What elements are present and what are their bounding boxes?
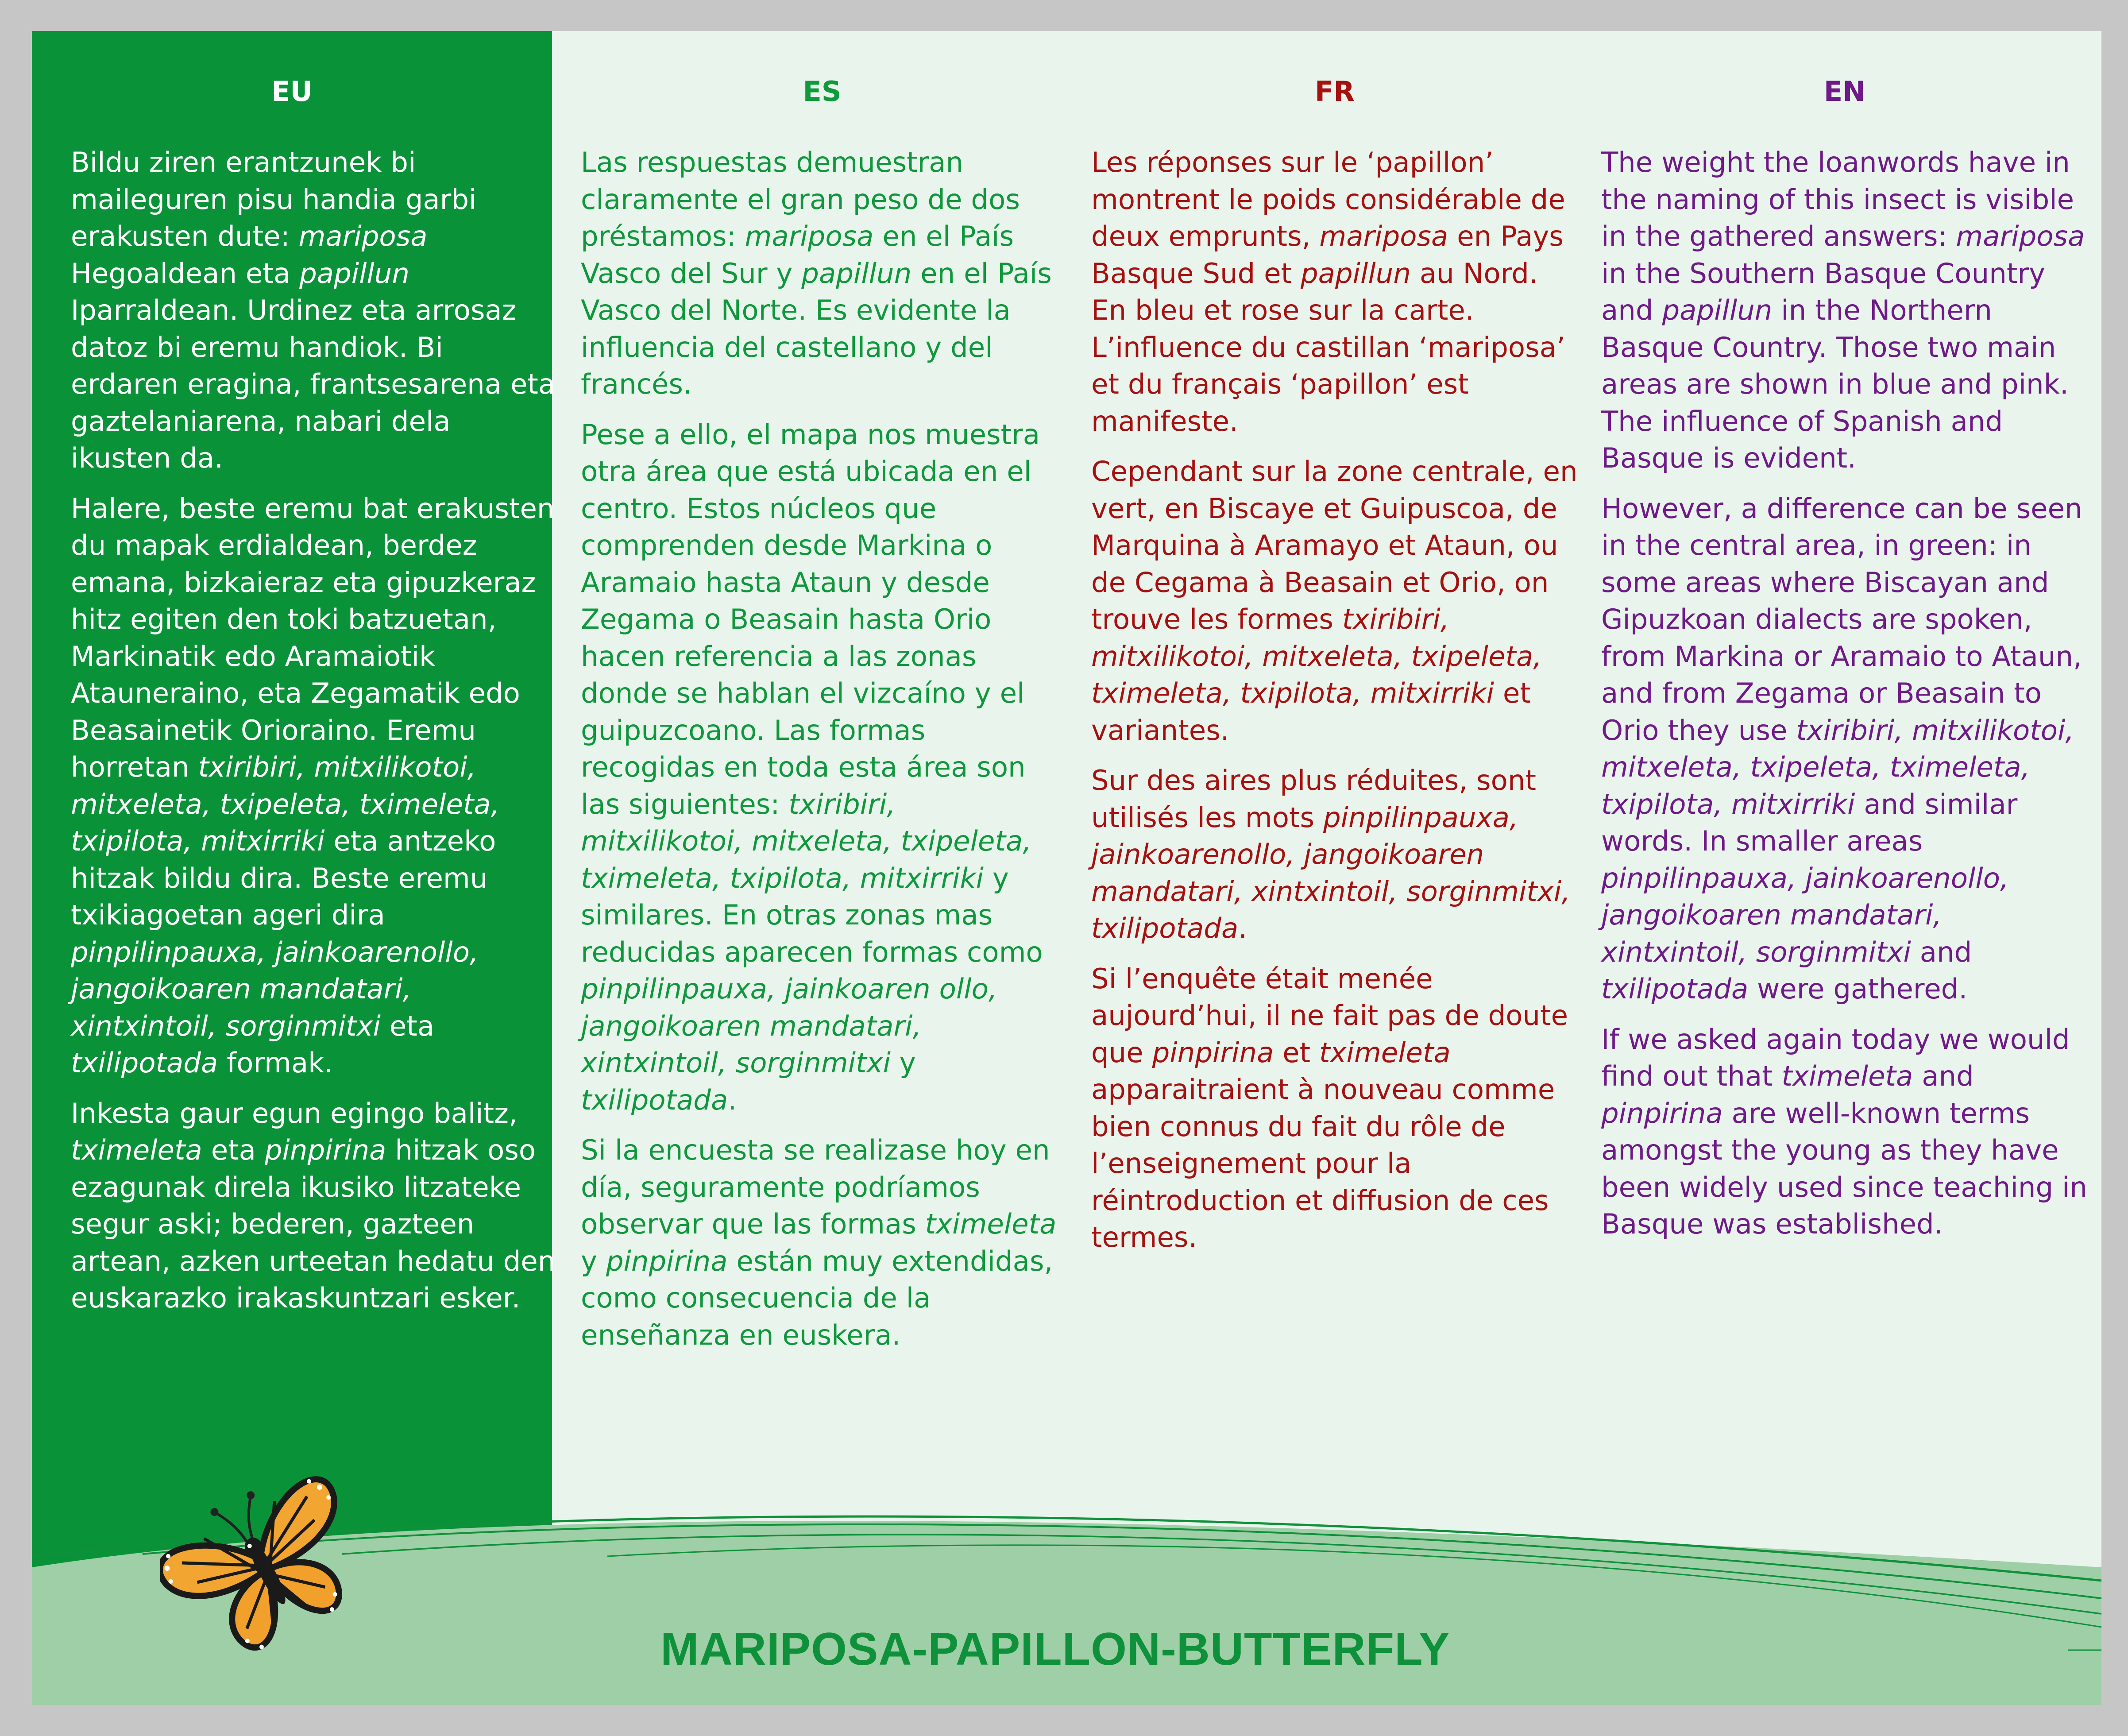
footer-wave bbox=[32, 31, 2101, 1705]
italic-term: txiribiri, mitxilikotoi, mitxeleta, txipeleta, tximeleta, txipilota, mitxirriki bbox=[71, 751, 500, 857]
text-run: en el País Vasco del Norte. Es evidente la influencia del castellano y del francés. bbox=[581, 257, 1052, 400]
text-run: Bildu ziren erantzunek bi maileguren pisu handia garbi erakusten dute: bbox=[71, 146, 477, 252]
italic-term: mariposa bbox=[745, 220, 874, 252]
text-run: Las respuestas demuestran claramente el gran peso de dos préstamos: bbox=[581, 146, 1020, 252]
italic-term: papillun bbox=[801, 257, 912, 290]
text-run: Pese a ello, el mapa nos muestra otra área que está ubicada en el centro. Estos núcleos que comprenden desde Markina o Aramaio hasta Ataun y desde Zegama o Beasain hasta Orio hacen referencia a las zonas donde se hablan el vizcaíno y el guipuzcoano. Las formas recogidas en toda esta área son las siguientes: bbox=[581, 418, 1040, 820]
italic-term: txilipotada bbox=[1601, 973, 1749, 1005]
italic-term: pinpirina bbox=[606, 1245, 728, 1277]
text-run: y bbox=[890, 1047, 916, 1079]
italic-term: txiribiri, mitxilikotoi, mitxeleta, txipeleta, tximeleta, txipilota, mitxirriki bbox=[1091, 603, 1542, 709]
italic-term: tximeleta bbox=[925, 1208, 1057, 1240]
text-run: hitzak oso ezagunak direla ikusiko litzateke segur aski; bederen, gazteen artean, azken urteetan hedatu den euskarazko irakaskuntzari esker. bbox=[71, 1134, 556, 1314]
text-run: and bbox=[1911, 936, 1972, 968]
italic-term: pinpirina bbox=[1601, 1097, 1723, 1129]
italic-term: pinpirina bbox=[264, 1134, 386, 1166]
italic-term: pinpilinpauxa, jainkoarenollo, jangoikoaren mandatari, xintxintoil, sorginmitxi bbox=[71, 936, 479, 1042]
text-run: However, a difference can be seen in the central area, in green: in some areas where Biscayan and Gipuzkoan dialects are spoken, from Markina or Aramaio to Ataun, and from Zegama or Beasain to Orio they use bbox=[1601, 492, 2082, 746]
text-run: Inkesta gaur egun egingo balitz, bbox=[71, 1097, 518, 1129]
text-run: Cependant sur la zone centrale, en vert, en Biscaye et Guipuscoa, de Marquina à Aramayo et Ataun, ou de Cegama à Beasain et Orio, on trouve les formes bbox=[1091, 455, 1578, 635]
italic-term: papillun bbox=[1662, 294, 1773, 326]
text-run: en Pays Basque Sud et bbox=[1091, 220, 1564, 290]
text-run: Les réponses sur le ‘papillon’ montrent le poids considérable de deux emprunts, bbox=[1091, 146, 1565, 252]
italic-term: tximeleta bbox=[71, 1134, 202, 1166]
text-run: Sur des aires plus réduites, sont utilisés les mots bbox=[1091, 764, 1536, 834]
text-run: . bbox=[1238, 912, 1247, 944]
text-run: en el País Vasco del Sur y bbox=[581, 220, 1014, 290]
text-run: Iparraldean. Urdinez eta arrosaz datoz bi eremu handiok. Bi erdaren eragina, frantsesarena eta gaztelaniarena, nabari dela ikusten da. bbox=[71, 294, 556, 474]
column-heading-fr: FR bbox=[1314, 75, 1355, 108]
text-run: in the Northern Basque Country. Those two main areas are shown in blue and pink. The influence of Spanish and Basque is evident. bbox=[1601, 294, 2069, 474]
italic-term: pinpilinpauxa, jainkoarenollo, jangoikoaren mandatari, xintxintoil, sorginmitxi bbox=[1601, 862, 2009, 968]
text-run: et variantes. bbox=[1091, 677, 1531, 746]
text-run: Hegoaldean eta bbox=[71, 257, 300, 290]
text-run: y similares. En otras zonas mas reducidas aparecen formas como bbox=[581, 862, 1043, 968]
italic-term: papillun bbox=[299, 257, 410, 290]
text-run: eta bbox=[202, 1134, 265, 1166]
italic-term: pinpirina bbox=[1152, 1036, 1274, 1069]
text-run: formak. bbox=[218, 1047, 333, 1079]
text-run: in the Southern Basque Country and bbox=[1601, 257, 2046, 326]
italic-term: txilipotada bbox=[71, 1047, 218, 1079]
italic-term: papillun bbox=[1301, 257, 1411, 290]
text-run: apparaitraient à nouveau comme bien connus du fait du rôle de l’enseignement pour la réintroduction et diffusion de ces termes. bbox=[1091, 1073, 1555, 1253]
text-run: et bbox=[1274, 1036, 1319, 1069]
italic-term: mariposa bbox=[1956, 220, 2085, 252]
italic-term: txilipotada bbox=[581, 1083, 728, 1116]
italic-term: txiribiri, mitxilikotoi, mitxeleta, txipeleta, tximeleta, txipilota, mitxirriki bbox=[1601, 714, 2074, 820]
column-heading-es: ES bbox=[803, 75, 842, 108]
text-run: y bbox=[581, 1245, 606, 1277]
footer-title: MARIPOSA-PAPILLON-BUTTERFLY bbox=[660, 1624, 1450, 1675]
column-heading-eu: EU bbox=[271, 75, 313, 108]
butterfly-icon bbox=[160, 1472, 368, 1671]
italic-term: tximeleta bbox=[1781, 1060, 1913, 1092]
text-run: Si l’enquête était menée aujourd’hui, il ne fait pas de doute que bbox=[1091, 962, 1568, 1069]
text-run: and bbox=[1913, 1060, 1974, 1092]
text-run: and similar words. In smaller areas bbox=[1601, 788, 2018, 857]
text-run: Halere, beste eremu bat erakusten du mapak erdialdean, berdez emana, bizkaieraz eta gipuzkeraz hitz egiten den toki batzuetan, Markinatik edo Aramaiotik Atauneraino, eta Zegamatik edo Beasainetik Orioraino. Eremu horretan bbox=[71, 492, 555, 783]
column-heading-en: EN bbox=[1823, 75, 1866, 108]
text-run: au Nord. En bleu et rose sur la carte. L’influence du castillan ‘mariposa’ et du français ‘papillon’ est manifeste. bbox=[1091, 257, 1565, 437]
text-run: Si la encuesta se realizase hoy en día, seguramente podríamos observar que las formas bbox=[581, 1134, 1050, 1240]
text-run: están muy extendidas, como consecuencia de la enseñanza en euskera. bbox=[581, 1245, 1053, 1351]
text-run: are well-known terms amongst the young as they have been widely used since teaching in Basque was established. bbox=[1601, 1097, 2087, 1240]
text-run: eta antzeko hitzak bildu dira. Beste eremu txikiagoetan ageri dira bbox=[71, 825, 496, 931]
page-panel bbox=[32, 31, 2101, 1705]
text-run: . bbox=[728, 1083, 737, 1116]
text-run: The weight the loanwords have in the naming of this insect is visible in the gathered answers: bbox=[1601, 146, 2074, 252]
italic-term: mariposa bbox=[298, 220, 428, 252]
text-run: were gathered. bbox=[1748, 973, 1968, 1005]
italic-term: pinpilinpauxa, jainkoaren ollo, jangoikoaren mandatari, xintxintoil, sorginmitxi bbox=[581, 973, 997, 1079]
text-run: If we asked again today we would find out that bbox=[1601, 1023, 2070, 1092]
text-run: eta bbox=[380, 1009, 435, 1042]
italic-term: txiribiri, mitxilikotoi, mitxeleta, txipeleta, tximeleta, txipilota, mitxirriki bbox=[581, 788, 1032, 894]
italic-term: tximeleta bbox=[1319, 1036, 1451, 1069]
italic-term: pinpilinpauxa, jainkoarenollo, jangoikoaren mandatari, xintxintoil, sorginmitxi, txilipotada bbox=[1091, 801, 1571, 944]
italic-term: mariposa bbox=[1319, 220, 1448, 252]
